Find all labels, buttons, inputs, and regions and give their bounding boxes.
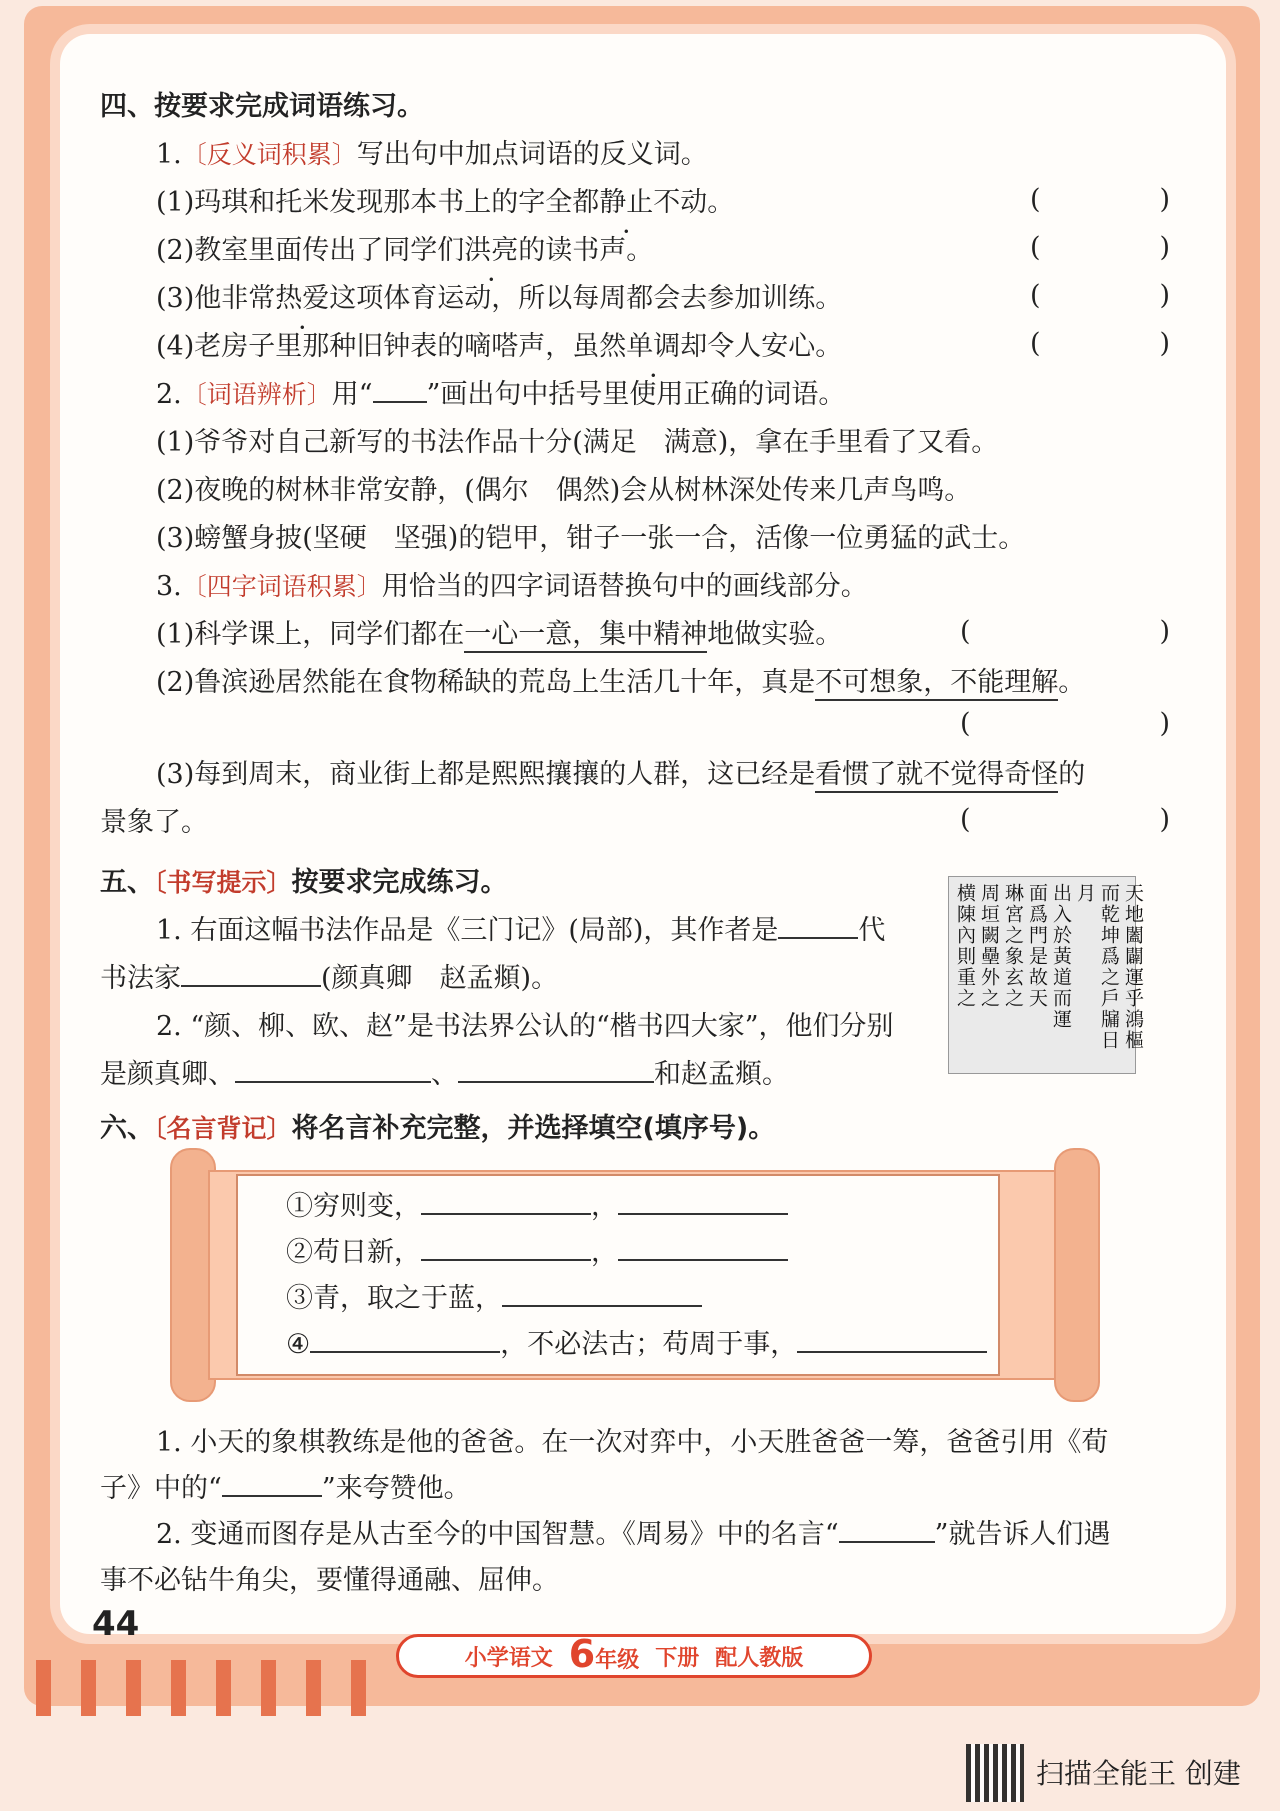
quote-line: ④ ，不必法古；苟周于事， (286, 1322, 987, 1368)
q4-3-heading: 3.〔四字词语积累〕用恰当的四字词语替换句中的画线部分。 (156, 571, 868, 602)
tag-label: 〔书写提示〕 (154, 868, 292, 897)
q6-1-line: 子》中的“ ”来夸赞他。 (100, 1473, 471, 1504)
answer-blank[interactable] (235, 1057, 431, 1083)
scroll-roller-right (1054, 1148, 1100, 1402)
answer-paren[interactable]: ( ) (1030, 232, 1170, 263)
q4-3-item: (2)鲁滨逊居然能在食物稀缺的荒岛上生活几十年，真是不可想象，不能理解。 (156, 664, 1085, 702)
answer-blank[interactable] (421, 1189, 591, 1215)
q4-1-item: (4)老房子里那种旧钟表的嘀嗒声，虽然单调却令人安心。 (156, 331, 843, 362)
q4-1-item: (2)教室里面传出了同学们洪亮的读书声。 (156, 235, 654, 266)
answer-paren[interactable]: ( ) (960, 616, 1170, 647)
q6-2-line: 2. 变通而图存是从古至今的中国智慧。《周易》中的名言“ ”就告诉人们遇 (156, 1519, 1111, 1550)
q4-2-item: (2)夜晚的树林非常安静，(偶尔 偶然)会从树林深处传来几声鸟鸣。 (156, 475, 972, 506)
answer-blank[interactable] (310, 1327, 500, 1353)
answer-paren[interactable]: ( ) (1030, 184, 1170, 215)
section-6-questions (100, 1420, 1170, 1604)
underline-sample (373, 377, 427, 403)
q4-1-item: (3)他非常热爱这项体育运动，所以每周都会去参加训练。 (156, 283, 843, 314)
calligraphy-image: 天地闔闢運乎鴻樞 而乾坤爲之戶牖日月 出入於黃道而運 面爲門是故天 琳宮之象玄之 周垣闕壘外之 横陳內則重之 (948, 876, 1136, 1074)
book-info-badge: 小学语文 6年级 下册 配人教版 (396, 1634, 872, 1678)
answer-blank[interactable] (618, 1189, 788, 1215)
answer-blank[interactable] (458, 1057, 654, 1083)
answer-blank[interactable] (502, 1281, 702, 1307)
q5-2-line: 2. “颜、柳、欧、赵”是书法界公认的“楷书四大家”，他们分别 (156, 1011, 894, 1042)
tag-label: 〔四字词语积累〕 (181, 572, 382, 601)
quote-line: ③青，取之于蓝， (286, 1276, 987, 1322)
answer-paren[interactable]: ( ) (1030, 328, 1170, 359)
q5-2-line: 是颜真卿、 、 和赵孟頫。 (100, 1059, 789, 1090)
q4-3-item-cont: 景象了。 (100, 807, 208, 838)
answer-blank[interactable] (778, 913, 858, 939)
decorative-stripes (36, 1660, 366, 1716)
answer-blank[interactable] (421, 1235, 591, 1261)
q4-3-item: (1)科学课上，同学们都在一心一意，集中精神地做实验。 (156, 616, 842, 654)
answer-paren[interactable]: ( ) (960, 708, 1170, 739)
q5-1-line: 书法家 (颜真卿 赵孟頫)。 (100, 963, 559, 994)
q5-1-line: 1. 右面这幅书法作品是《三门记》(局部)，其作者是 代 (156, 915, 886, 946)
q4-2-heading: 2.〔词语辨析〕用“ ”画出句中括号里使用正确的词语。 (156, 379, 846, 410)
q4-1-item: (1)玛琪和托米发现那本书上的字全都静止不动。 (156, 187, 735, 218)
q6-1-line: 1. 小天的象棋教练是他的爸爸。在一次对弈中，小天胜爸爸一筹，爸爸引用《荀 (156, 1427, 1109, 1458)
scanner-watermark: 扫描全能王 创建 (1036, 1757, 1241, 1790)
answer-paren[interactable]: ( ) (1030, 280, 1170, 311)
section-5-title: 五、〔书写提示〕按要求完成练习。 (100, 867, 508, 898)
qr-code-icon (966, 1744, 1024, 1802)
q4-2-item: (3)螃蟹身披(坚硬 坚强)的铠甲，钳子一张一合，活像一位勇猛的武士。 (156, 523, 1026, 554)
q4-2-item: (1)爷爷对自己新写的书法作品十分(满足 满意)，拿在手里看了又看。 (156, 427, 999, 458)
answer-blank[interactable] (181, 961, 321, 987)
answer-paren[interactable]: ( ) (960, 804, 1170, 835)
quotes-box (236, 1174, 1000, 1376)
answer-blank[interactable] (222, 1471, 322, 1497)
tag-label: 〔词语辨析〕 (181, 380, 332, 409)
q4-3-item: (3)每到周末，商业街上都是熙熙攘攘的人群，这已经是看惯了就不觉得奇怪的 (156, 756, 1085, 794)
q4-1-heading: 1.〔反义词积累〕写出句中加点词语的反义词。 (156, 139, 708, 170)
answer-blank[interactable] (797, 1327, 987, 1353)
q6-2-line: 事不必钻牛角尖，要懂得通融、屈伸。 (100, 1565, 559, 1596)
answer-blank[interactable] (839, 1517, 935, 1543)
quote-line: ②苟日新， ， (286, 1230, 987, 1276)
section-4-title: 四、按要求完成词语练习。 (100, 91, 424, 122)
quote-line: ①穷则变， ， (286, 1184, 987, 1230)
section-6-title: 六、〔名言背记〕将名言补充完整，并选择填空(填序号)。 (100, 1113, 776, 1144)
answer-blank[interactable] (618, 1235, 788, 1261)
page-number: 44 (92, 1604, 140, 1644)
tag-label: 〔名言背记〕 (154, 1114, 292, 1143)
tag-label: 〔反义词积累〕 (181, 140, 357, 169)
